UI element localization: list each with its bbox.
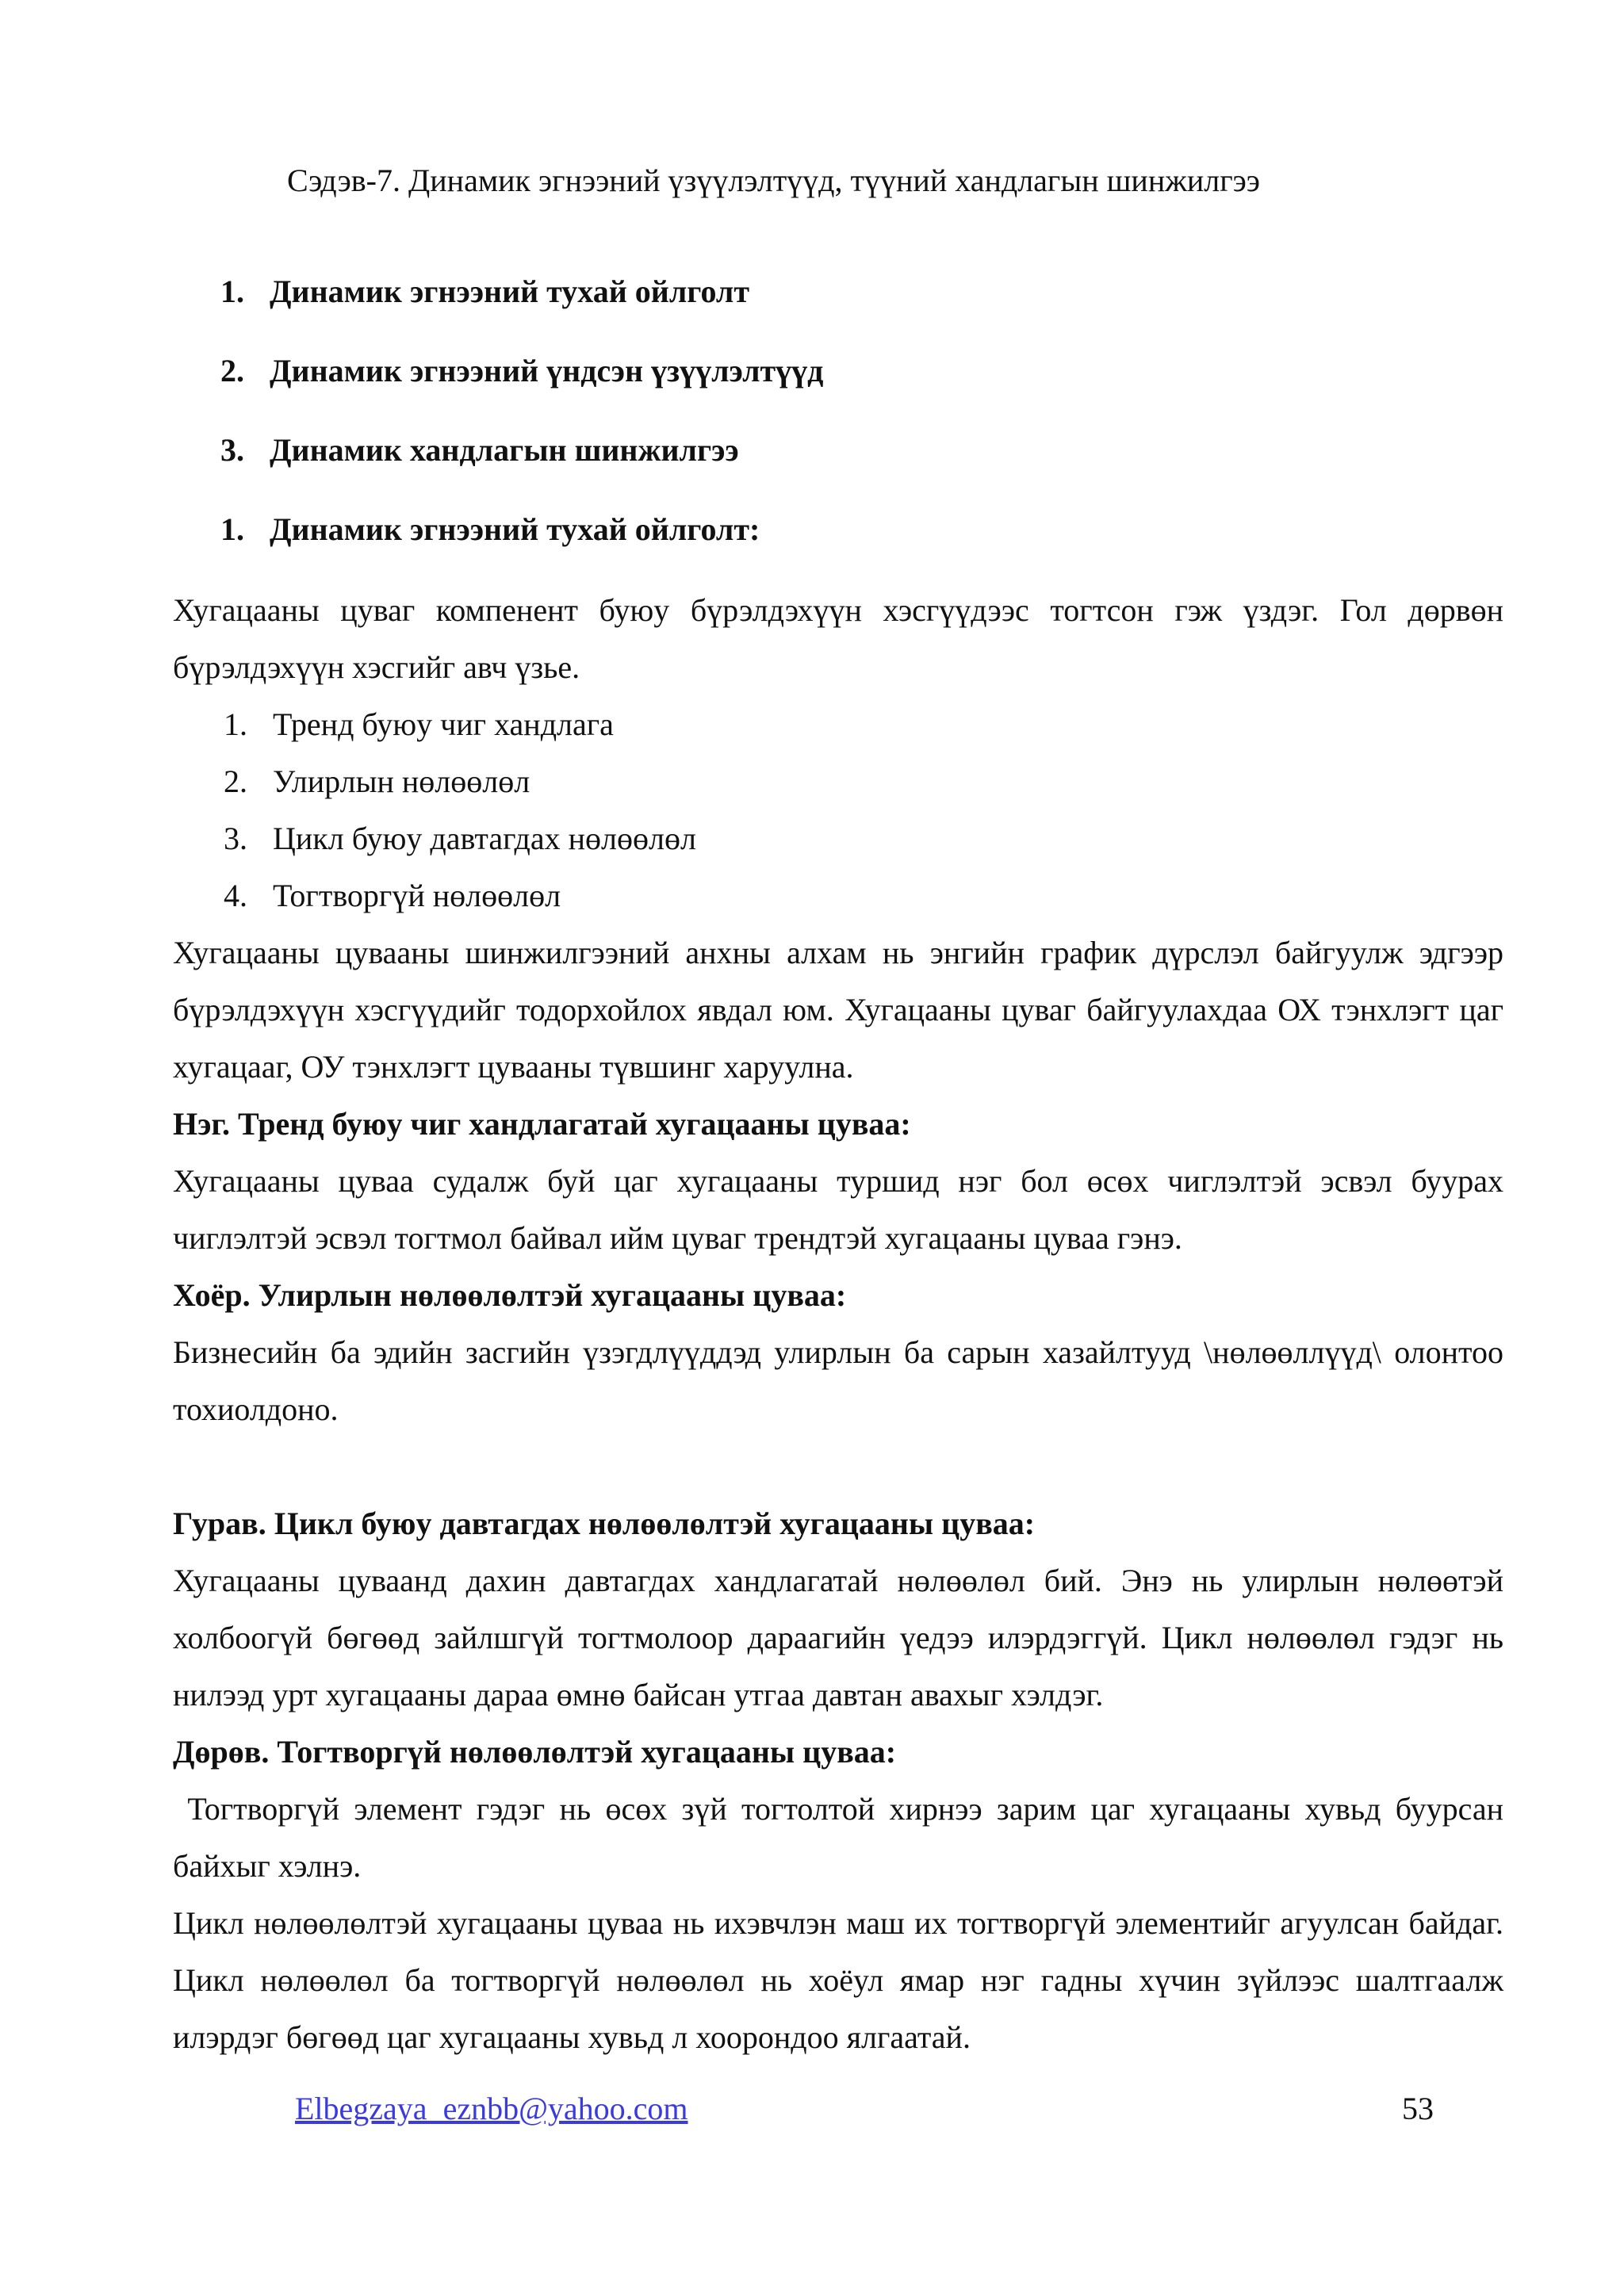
irregular-paragraph: Тогтворгүй элемент гэдэг нь өсөх зүй тогтолтой хирнээ зарим цаг хугацааны хувьд буурсан байхыг хэлнэ. bbox=[173, 1791, 1512, 1884]
list-item bbox=[173, 810, 1503, 867]
cycle-paragraph: Хугацааны цуваанд дахин давтагдах хандлагатай нөлөөлөл бий. Энэ нь улирлын нөлөөтэй холбоогүй бөгөөд зайлшгүй тогтмолоор дараагийн үедээ илэрдэггүй. Цикл нөлөөлөл гэдэг нь нилээд урт хугацааны дараа өмнө байсан утгаа давтан авахыг хэлдэг. bbox=[173, 1563, 1503, 1712]
intro-paragraph: Хугацааны цуваг компенент буюу бүрэлдэхүүн хэсгүүдээс тогтсон гэж үздэг. Гол дөрвөн бүрэлдэхүүн хэсгийг авч үзье. bbox=[173, 592, 1503, 685]
list-item bbox=[173, 867, 1503, 924]
list-label: Цикл буюу давтагдах нөлөөлөл bbox=[273, 821, 696, 856]
outline-label: Динамик эгнээний үндсэн үзүүлэлтүүд bbox=[270, 353, 824, 388]
components-list bbox=[173, 696, 1503, 924]
list-item bbox=[173, 696, 1503, 753]
topic-outline bbox=[220, 270, 823, 587]
outline-label: Динамик эгнээний тухай ойлголт bbox=[270, 274, 750, 309]
outline-item bbox=[220, 428, 823, 507]
list-number: 3. bbox=[224, 821, 247, 856]
outline-number: 3. bbox=[220, 432, 244, 468]
outline-label: Динамик хандлагын шинжилгээ bbox=[270, 432, 739, 468]
outline-item bbox=[220, 270, 823, 349]
spacer bbox=[173, 1438, 1503, 1495]
list-label: Тренд буюу чиг хандлага bbox=[273, 706, 614, 742]
outline-item bbox=[220, 349, 823, 428]
list-item bbox=[173, 753, 1503, 810]
seasonal-heading: Хоёр. Улирлын нөлөөлөлтэй хугацааны цуваа: bbox=[173, 1277, 847, 1313]
list-number: 4. bbox=[224, 878, 247, 913]
final-paragraph: Цикл нөлөөлөлтэй хугацааны цуваа нь ихэвчлэн маш их тогтворгүй элементийг агуулсан байдаг. Цикл нөлөөлөл ба тогтворгүй нөлөөлөл нь хоёул ямар нэг гадны хүчин зүйлээс шалтгаалж илэрдэг бөгөөд цаг хугацааны хувьд л хоорондоо ялгаатай. bbox=[173, 1905, 1503, 2055]
section-heading bbox=[220, 507, 823, 587]
outline-number: 1. bbox=[220, 274, 244, 309]
cycle-heading: Гурав. Цикл буюу давтагдах нөлөөлөлтэй хугацааны цуваа: bbox=[173, 1506, 1036, 1541]
outline-number: 2. bbox=[220, 353, 244, 388]
seasonal-paragraph: Бизнесийн ба эдийн засгийн үзэгдлүүддэд улирлын ба сарын хазайлтууд \нөлөөллүүд\ олонтоо тохиолдоно. bbox=[173, 1334, 1503, 1427]
document-body bbox=[173, 582, 1512, 2066]
irregular-heading: Дөрөв. Тогтворгүй нөлөөлөлтэй хугацааны цуваа: bbox=[173, 1734, 897, 1770]
list-label: Тогтворгүй нөлөөлөл bbox=[273, 878, 561, 913]
list-label: Улирлын нөлөөлөл bbox=[273, 763, 530, 799]
list-number: 1. bbox=[224, 706, 247, 742]
trend-paragraph: Хугацааны цуваа судалж буй цаг хугацааны туршид нэг бол өсөх чиглэлтэй эсвэл буурах чиглэлтэй эсвэл тогтмол байвал ийм цуваг трендтэй хугацааны цуваа гэнэ. bbox=[173, 1163, 1503, 1256]
trend-heading: Нэг. Тренд буюу чиг хандлагатай хугацааны цуваа: bbox=[173, 1106, 911, 1142]
footer-email-link[interactable]: Elbegzaya_eznbb@yahoo.com bbox=[295, 2091, 688, 2126]
section-number: 1. bbox=[220, 511, 244, 547]
page-title: Сэдэв-7. Динамик эгнээний үзүүлэлтүүд, түүний хандлагын шинжилгээ bbox=[287, 163, 1260, 198]
list-number: 2. bbox=[224, 763, 247, 799]
analysis-paragraph: Хугацааны цувааны шинжилгээний анхны алхам нь энгийн график дүрслэл байгуулж эдгээр бүрэлдэхүүн хэсгүүдийг тодорхойлох явдал юм. Хугацааны цуваг байгуулахдаа ОХ тэнхлэгт цаг хугацааг, ОУ тэнхлэгт цувааны түвшинг харуулна. bbox=[173, 935, 1503, 1085]
section-label: Динамик эгнээний тухай ойлголт: bbox=[270, 511, 760, 547]
page-number: 53 bbox=[1402, 2091, 1434, 2126]
